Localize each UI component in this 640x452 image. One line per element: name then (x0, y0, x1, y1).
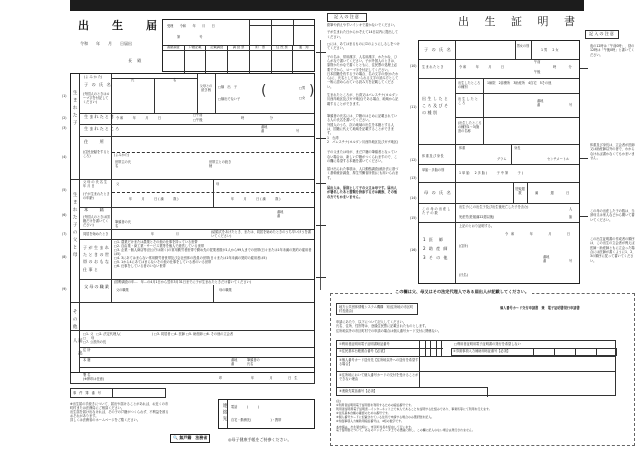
role-facility-head[interactable]: □ 7. 公設所の長 (83, 340, 106, 344)
resident-code-input[interactable] (420, 348, 442, 356)
cert-side-note-2: 体重及び身長は、立会者が医師又は助産師以外の者で、わからなければ書かなくてもかまいません。 (590, 143, 635, 160)
mother-dob[interactable]: 年 月 日(満 歳) (231, 197, 282, 201)
child-surname-input[interactable] (112, 82, 154, 113)
child-name-label: 子 の 氏 名 (84, 82, 112, 87)
cert-facility-name-input[interactable] (484, 118, 579, 143)
occupation-option-2[interactable]: □ 2. 自由業・商工業・サービス業等を個人で経営している世帯 (114, 244, 314, 248)
contact-box: 連絡先 電話 ( ) 自宅・勤務先( )・携帯 (218, 399, 315, 429)
checkbox-non-legitimate[interactable]: □ 嫡出でない子 (218, 97, 240, 101)
search-icon: 🔍 (173, 435, 178, 440)
father-dob[interactable]: 年 月 日(満 歳) (129, 197, 180, 201)
certifier-date[interactable]: 令和 年 月 日 (505, 232, 574, 236)
birth-notification-title: 出 生 届 (78, 19, 163, 32)
id-right-title: 個人番号カード交付申請書 兼 電子証明書発行申請書 (500, 306, 580, 310)
card-pin-input[interactable] (533, 348, 617, 356)
contact-phone-input[interactable]: 電話 ( ) (231, 405, 259, 409)
checkbox-legitimate[interactable]: □ 嫡 出 子 (218, 85, 237, 89)
footer-note: ※出生届の手続きについて、届出や届けることがあれば、お近くの市町村または法務局にご相談ください。 出生届を届け出なければ、その子の戸籍がつくられず、不利益を被るおそれがあります。 詳しくは法務省のホームページをご覧ください。 (70, 402, 169, 422)
occupation-option-3[interactable]: □ 3. 企業・個人商店等(官公庁は除く)の常用勤労者世帯で勤め先の従業者数が1人から99人までの世帯(日々または1年未満の契約の雇用者は5) (114, 248, 314, 256)
filer-address-input[interactable] (99, 348, 309, 356)
cert-side-note-1: 夜の12時は「午前0時」、昼の12時は「午後0時」と書いてください。 (590, 44, 635, 57)
birth-place-input[interactable] (112, 125, 262, 136)
checkbox-am[interactable]: □ 午前 (193, 113, 202, 117)
cert-weeks-field[interactable]: 満 週 日 (535, 191, 572, 195)
addressee: 長 殿 (128, 58, 144, 63)
birth-notification-form: 生まれた子 生まれた子の父と母 その他 届出人 (よ み か た) 子 の 氏 名 (外国人のときはローマ字を付記してください) 氏 名 父母との続き柄 □ 嫡 出 子 □ 嫡出でない子 ( □ 男 □ 女 ) 生まれたとき 令和 年 月 日 □ 午前 □ 午後 時 分 生まれたところ 番地 番 号 住 所 (住民登録をするところ) (よみかた) 世帯主の氏名 世帯主との続き柄 父母の氏名生年月日 (子が生まれたときの年齢) 父 母 年 月 日(満 歳) 年 月 日(満 歳) 本 籍 (外国人のときは国籍だけを書いてください) 番地 番 筆頭者の氏名 同居を始めたとき 年 月 (結婚式をあげたとき、または、同居を始めたときのうち早いほうを書いてください) 子が生まれたときの世帯のおもな仕事と □ 1. 農業だけまたは農業とその他の仕事を持っている世帯 □ 2. 自由業・商工業・サービス業等を個人で経営している世帯 □ 3. 企業・個人商店等(官公庁は除く)の常用勤労者世帯で勤め先の従業者数が1人から99人までの世帯(日々または1年未満の契約の雇用者は5) □ 4. 3にあてはまらない常用勤労者世帯及び会社団体の役員の世帯(日々または1年未満の契約の雇用者は5) □ 5. 1から4にあてはまらないその他の仕事をしている者のいる世帯 □ 6. 仕事をしている者のいない世帯 父母の職業 (国勢調査の年… 年…の4月1日から翌年3月31日までに子が生まれたときだけ書いてください) 父の職業 母の職業 □ 1. 父 □ 2. 法定代理人( ) □ 3. 同居者 □ 4. 医師 □ 5. 助産師 □ 6. その他の立会者 □ 母 □ 7. 公設所の長 住 所 本 籍 番地 番 筆頭者の氏名 (70, 73, 315, 373)
section-parents-label: 生まれた子の父と母 (72, 192, 78, 260)
id-notes: (注) ①利用者証明用電子証明書を利用するための暗証番号です。 利用者証明用電子証明書…インターネット上で本人であることを証明する仕組みであり、事業所等にて利用を行えます。 ②住民基本台帳の確認のための番号です。 ③個人番号カードに記載されている住所で申請する場合のみ選択肢を記入。 ④券面事項入力補助用暗証番号は、4桁の数字です。 本申請は、出生届出時に、市区町村長を経由して行います。 電子証明書について、あるのコンピュータ上での登録に際し、この欄に記入のない場合は発行されません。 (336, 399, 492, 433)
child-given-name-input[interactable] (155, 82, 197, 113)
cert-stillborn-count[interactable]: 胎 (569, 215, 573, 219)
office-use-box (162, 19, 315, 72)
occupation-option-1[interactable]: □ 1. 農業だけまたは農業とその他の仕事を持っている世帯 (114, 240, 314, 244)
occupation-option-5[interactable]: □ 5. 1から4にあてはまらないその他の仕事をしている者のいる世帯 (114, 260, 314, 264)
cert-weight-input[interactable]: グラム (497, 157, 507, 161)
header-bar (70, 0, 584, 11)
case-number-input[interactable] (114, 389, 166, 398)
receipt-number: 第 号 (177, 35, 203, 39)
cert-place-type-options[interactable]: 1病院 2診療所 3助産所 4自宅 5その他 (487, 81, 552, 85)
cert-multiple-field[interactable]: 1単胎 2多胎( 子中第 子) (459, 171, 524, 175)
birth-certificate-title: 出 生 証 明 書 (458, 15, 581, 28)
role-father[interactable]: □ 1. 父 (83, 332, 93, 336)
cert-side-note-3: この母の出産した子の数は、当該母又は家人などから聞いて書いてください。 (590, 209, 635, 222)
cert-side-note-4: この出生証明書の作成者の順序は、この出生の立会者が例えば医師・助産師ともに立会った場合には医師が書くように1、2、3の順序に従って書いてください。 (590, 237, 636, 263)
filer-signature-row: 署 名 (※押印は任意) 印 年 月 日生 (70, 373, 315, 384)
certifier-types: 1 医 師 2 助 産 師 3 そ の 他 (423, 237, 449, 260)
case-number-box: 事 件 簿 番 号 (70, 388, 166, 398)
cert-birth-date[interactable]: 令和 年 月 日 (459, 65, 506, 69)
occupation-option-6[interactable]: □ 6. 仕事をしている者のいない世帯 (114, 264, 314, 268)
role-doctor[interactable]: □ 4. 医師 (172, 332, 185, 336)
certifier-name-input[interactable] (474, 269, 574, 281)
birth-date-field[interactable]: 令和 年 月 日 (116, 116, 163, 120)
card-delivery-address-input[interactable] (420, 357, 616, 370)
id-intro: 申請にあたり、以下について記入してください。 氏名、住所、性別等は、登録住民票に記載されたものとします。 住所地以外の市区町村での申請の場合は個人番号カード交付に関係ない。 (336, 320, 442, 333)
mother-job-input[interactable]: 母の職業 (219, 288, 232, 292)
cert-mother-name-input[interactable] (456, 183, 512, 203)
father-job-input[interactable]: 父の職業 (116, 288, 129, 292)
checkbox-pm[interactable]: □ 午後 (193, 118, 202, 122)
checkbox-female[interactable]: □ 女 (299, 96, 305, 100)
father-name-input[interactable] (121, 180, 211, 190)
cert-place-input[interactable] (484, 94, 574, 116)
occupation-option-4[interactable]: □ 4. 3にあてはまらない常用勤労者世帯及び会社団体の役員の世帯(日々または1年未満の契約の雇用者は5) (114, 256, 314, 260)
search-moj-button[interactable]: 🔍 無戸籍 法務省 (170, 434, 210, 443)
section-filer-label: 届出人 (72, 338, 83, 363)
section-other-label: その他 (72, 309, 78, 332)
mother-name-input[interactable] (221, 180, 311, 190)
occupation-options (114, 240, 314, 268)
birth-certificate-form: 子 の 氏 名 男女の別 1男 2女 生まれたとき 令和 年 月 日 午前 午後 時 分 出生したところ及びその種別 出生したところの種別 1病院 2診療所 3助産所 4自宅 5その他 出生したところ 番地 番 号 (出生したところの種別1〜3)施設の名称 体重及び身長 体重 グラム 身長 センチメートル 単胎・多胎の別 1単胎 2多胎( 子中第 子) 母 の 氏 名 妊娠週数 満 週 日 この母の出産した子の数 出生子(この出生子及び出生後死亡した子を含む) 人 死産児(妊娠満22週以後) 胎 1 医 師 2 助 産 師 3 そ の 他 上記のとおり証明する。 令和 年 月 日 (住所) 番地 番 号 (氏名) (418, 40, 580, 284)
receipt-label: 受理 令和 年 月 日 (167, 24, 215, 28)
role-midwife[interactable]: □ 5. 助産師 (186, 332, 203, 336)
section-child-label: 生まれた子 (72, 90, 78, 128)
certificate-notes-header: 記入の注意 (585, 30, 619, 39)
contact-phone-number-input[interactable] (420, 388, 486, 396)
delivery-reason-input[interactable] (420, 372, 616, 386)
cert-sex-field[interactable]: 1男 2女 (541, 48, 560, 52)
honseki-input[interactable] (112, 208, 262, 218)
checkbox-no-cert[interactable]: □ 利用者証明用電子証明書の発行を希望しない (454, 342, 521, 346)
contact-type-input[interactable]: 自宅・勤務先( )・携帯 (231, 418, 282, 422)
notification-date: 令和 年 月 日届出 (80, 41, 132, 46)
id-section-banner: この欄は父、母又はその法定代理人である届出人が記載してください。 (392, 289, 532, 294)
cert-born-count[interactable]: 人 (569, 207, 573, 211)
checkbox-male[interactable]: □ 男 (299, 86, 305, 90)
maternal-notebook-note: ◎母子健康手帳をご持参ください。 (228, 437, 292, 442)
cert-child-name-input[interactable] (456, 41, 514, 59)
id-fields-table: ①利用者証明用電子証明書暗証番号 □ 利用者証明用電子証明書の発行を希望しない ②住民基本台帳照合番号【必須】 ④券面事項入力補助用暗証番号【必須】 ③個人番号カード送付先【住所地以外への送付を希望する場合】 ④住所地において個人番号カードの交付を受けることができない理由 ⑤連絡先電話番号【必須】 (336, 340, 616, 396)
filer-role-options: □ 1. 父 □ 2. 法定代理人( ) □ 3. 同居者 □ 4. 医師 □ 5. 助産師 □ 6. その他の立会者 □ 母 □ 7. 公設所の長 (83, 332, 313, 344)
middle-notes: 鉛筆や消えやすいインキで書かないでください。 子が生まれた日からかぞえて14日以内に提出してください。 □には、あてはまるものに☑のようにしるしをつけてください。 子の名は、常用漢字、人名用漢字、かたかな、ひらがなで書いてください。子が外国人のときは、原則かたかなで書くとともに、住民票の処理上必要ですから、ローマ字を付記してください。 日本国籍を有する子の場合、名の文字の傍(かたわら)に、氏名として用いられる文字の読み方として一般に認められている読み方を記載してください。 生まれたところが、台湾又はパレスチナ(ヨルダン川西岸地区及びガザ地区)である場合、地域から記載することができます。 筆頭者の氏名には、戸籍のはじめに記載されている人の氏名を書いてください。 外国人のうち、次の地域の出生を本籍とする人は、国籍に代えて地域を記載することができます。 1 台湾 2 パレスチナ(ヨルダン川西岸地区及びガザ地区) 子の父または母が、まだ戸籍の筆頭者となっていない場合は、新しい戸籍がつくられますので、この欄に希望する本籍を書いてください。 届け出られた事項は、人口動態調査(統計法に基づく基幹統計調査、厚生労働省所管)にも用いられます。 届出人は、原則として子の父又は母です。届出人が署名したあと書類を持参する方は親族、その他の方でもかまいません。 (327, 23, 400, 199)
office-columns: 書類調査 戸籍記載 記載調査 調 査 票 附 票 住 民 票 通 知 (163, 45, 314, 73)
role-guardian[interactable]: □ 2. 法定代理人( (96, 332, 120, 336)
address-input[interactable] (112, 137, 312, 151)
id-org-box: 地方公共団体情報システム機構 宛(住所地の市区町村長経由) (336, 303, 418, 315)
role-cohabitant[interactable]: □ 3. 同居者 (154, 332, 171, 336)
middle-notes-header: 記入の注意 (327, 13, 367, 22)
certifier-address-input[interactable] (474, 241, 574, 261)
other-notes-input[interactable] (81, 303, 314, 329)
role-other-attendant[interactable]: □ 6. その他の立会者 (204, 332, 233, 336)
cert-height-input[interactable]: センチメートル (547, 157, 570, 161)
filer-signature-input[interactable] (111, 373, 221, 383)
cohabit-date[interactable]: 年 月 (151, 232, 182, 236)
